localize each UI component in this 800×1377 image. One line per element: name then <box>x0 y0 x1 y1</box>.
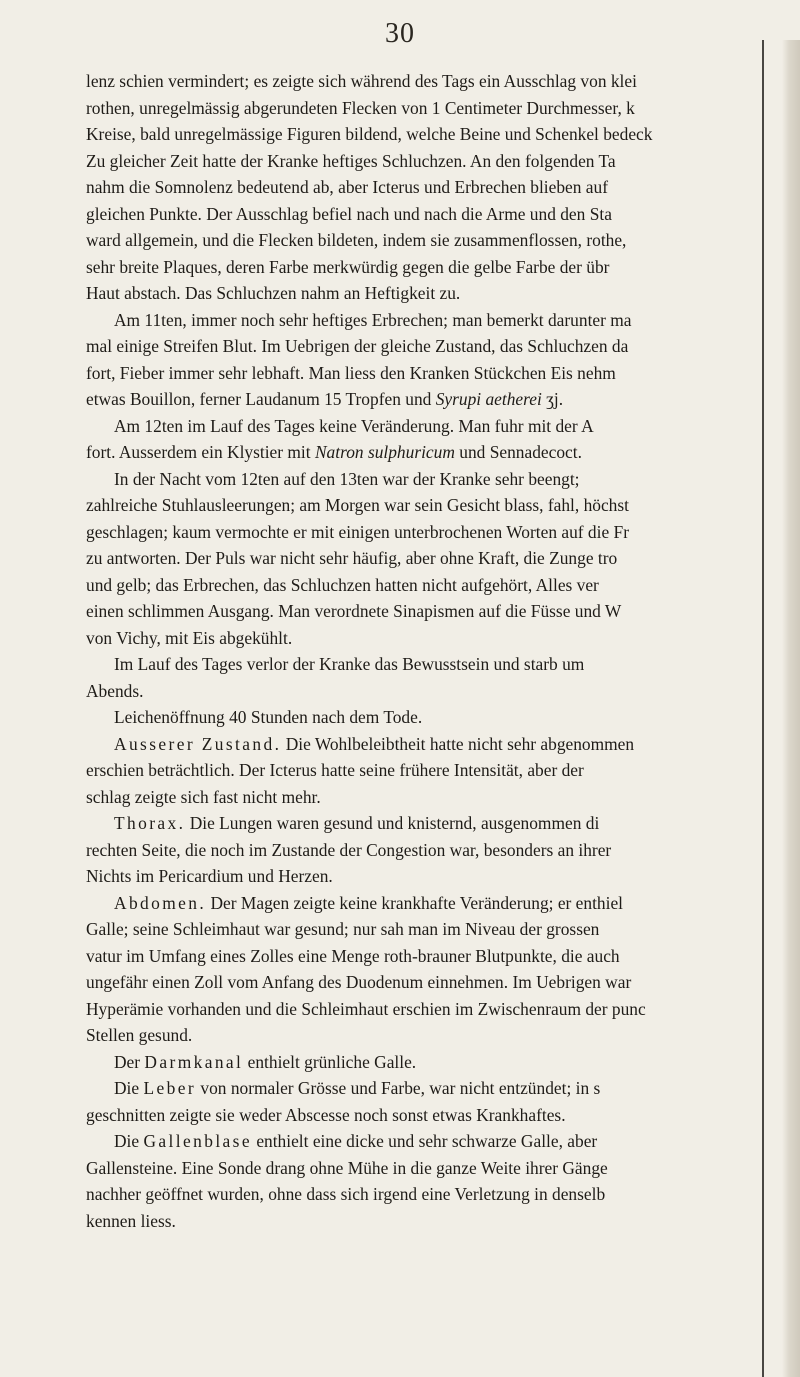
text-line: geschnitten zeigte sie weder Abscesse noch sonst etwas Krankhaftes. <box>86 1104 566 1125</box>
text-segment: enthielt eine dicke und sehr schwarze Galle, aber <box>251 1131 598 1151</box>
text-segment: fort. Ausserdem ein Klystier mit <box>86 442 315 462</box>
section-heading: Gallenblase <box>143 1131 252 1151</box>
text-line: ward allgemein, und die Flecken bildeten, indem sie zusammenflossen, rothe, <box>86 230 627 250</box>
text-line: sehr breite Plaques, deren Farbe merkwürdig gegen die gelbe Farbe der übr <box>86 256 610 277</box>
text-segment: und Sennadecoct. <box>454 442 582 462</box>
text-segment: etwas Bouillon, ferner Laudanum 15 Tropfen und <box>86 389 436 409</box>
text-segment: Die <box>114 1131 144 1151</box>
text-line: und gelb; das Erbrechen, das Schluchzen hatten nicht aufgehört, Alles ver <box>86 574 599 595</box>
text-line: erschien beträchtlich. Der Icterus hatte seine frühere Intensität, aber der <box>86 760 584 780</box>
text-line <box>86 1128 786 1155</box>
page-edge-shadow <box>782 40 800 1377</box>
text-segment: Die <box>114 1078 144 1098</box>
text-line: schlag zeigte sich fast nicht mehr. <box>86 786 321 807</box>
text-line: nahm die Somnolenz bedeutend ab, aber Icterus und Erbrechen blieben auf <box>86 177 608 197</box>
text-line: gleichen Punkte. Der Ausschlag befiel nach und nach die Arme und den Sta <box>86 203 612 224</box>
text-line: vatur im Umfang eines Zolles eine Menge roth-brauner Blutpunkte, die auch <box>86 945 620 966</box>
text-line: Nichts im Pericardium und Herzen. <box>86 866 333 886</box>
section-heading: Abdomen. <box>114 892 207 913</box>
text-line <box>86 439 786 466</box>
text-line: kennen liess. <box>86 1210 176 1231</box>
text-line <box>86 1075 786 1102</box>
text-line: mal einige Streifen Blut. Im Uebrigen der gleiche Zustand, das Schluchzen da <box>86 336 629 356</box>
text-line: Abends. <box>86 680 144 701</box>
text-line <box>86 890 786 917</box>
section-heading: Darmkanal <box>144 1051 244 1072</box>
text-segment: Der Magen zeigte keine krankhafte Veränderung; er enthiel <box>206 892 624 913</box>
body-text <box>86 68 786 1234</box>
text-line: fort, Fieber immer sehr lebhaft. Man liess den Kranken Stückchen Eis nehm <box>86 362 616 383</box>
text-line: Am 11ten, immer noch sehr heftiges Erbrechen; man bemerkt darunter ma <box>114 309 632 330</box>
text-line: Haut abstach. Das Schluchzen nahm an Heftigkeit zu. <box>86 283 461 303</box>
text-line: zahlreiche Stuhlausleerungen; am Morgen war sein Gesicht blass, fahl, höchst <box>86 495 629 515</box>
text-line: In der Nacht vom 12ten auf den 13ten war der Kranke sehr beengt; <box>114 468 580 489</box>
text-segment: Die Wohlbeleibtheit hatte nicht sehr abgenommen <box>281 733 635 754</box>
section-heading: Ausserer Zustand. <box>114 733 282 754</box>
text-line: Kreise, bald unregelmässige Figuren bildend, welche Beine und Schenkel bedeck <box>86 124 653 144</box>
text-line: Gallensteine. Eine Sonde drang ohne Mühe in die ganze Weite ihrer Gänge <box>86 1157 608 1178</box>
section-heading: Thorax. <box>114 813 186 833</box>
text-line: nachher geöffnet wurden, ohne dass sich irgend eine Verletzung in denselb <box>86 1184 606 1204</box>
section-heading: Leber <box>143 1078 197 1098</box>
text-line: Galle; seine Schleimhaut war gesund; nur sah man im Niveau der grossen <box>86 919 600 939</box>
text-line <box>86 731 786 758</box>
text-line: Am 12ten im Lauf des Tages keine Veränderung. Man fuhr mit der A <box>114 415 594 436</box>
text-line: von Vichy, mit Eis abgekühlt. <box>86 627 293 648</box>
text-line <box>86 810 786 837</box>
latin-term: Syrupi aetherei <box>435 389 542 409</box>
text-line: Im Lauf des Tages verlor der Kranke das Bewusstsein und starb um <box>114 654 585 674</box>
text-segment: ʒj. <box>541 389 564 409</box>
text-line: einen schlimmen Ausgang. Man verordnete Sinapismen auf die Füsse und W <box>86 601 622 621</box>
text-segment: von normaler Grösse und Farbe, war nicht entzündet; in s <box>196 1078 601 1098</box>
text-line: ungefähr einen Zoll vom Anfang des Duodenum einnehmen. Im Uebrigen war <box>86 972 632 992</box>
text-segment: enthielt grünliche Galle. <box>243 1051 417 1072</box>
text-line: Zu gleicher Zeit hatte der Kranke heftiges Schluchzen. An den folgenden Ta <box>86 150 616 171</box>
text-line <box>86 1049 786 1076</box>
page-edge-rule <box>762 40 764 1377</box>
text-segment: Die Lungen waren gesund und knisternd, ausgenommen di <box>185 813 600 833</box>
text-line: zu antworten. Der Puls war nicht sehr häufig, aber ohne Kraft, die Zunge tro <box>86 548 618 568</box>
page-number: 30 <box>385 18 415 49</box>
text-line: geschlagen; kaum vermochte er mit einigen unterbrochenen Worten auf die Fr <box>86 521 629 542</box>
text-line: Leichenöffnung 40 Stunden nach dem Tode. <box>114 707 423 727</box>
latin-term: Natron sulphuricum <box>314 442 455 462</box>
text-line: Hyperämie vorhanden und die Schleimhaut erschien im Zwischenraum der punc <box>86 998 646 1019</box>
text-line: rechten Seite, die noch im Zustande der Congestion war, besonders an ihrer <box>86 839 612 860</box>
text-segment: Der <box>114 1051 145 1072</box>
text-line <box>86 386 786 413</box>
text-line: Stellen gesund. <box>86 1025 193 1045</box>
text-line: lenz schien vermindert; es zeigte sich während des Tags ein Ausschlag von klei <box>86 71 637 91</box>
text-line: rothen, unregelmässig abgerundeten Flecken von 1 Centimeter Durchmesser, k <box>86 97 635 118</box>
